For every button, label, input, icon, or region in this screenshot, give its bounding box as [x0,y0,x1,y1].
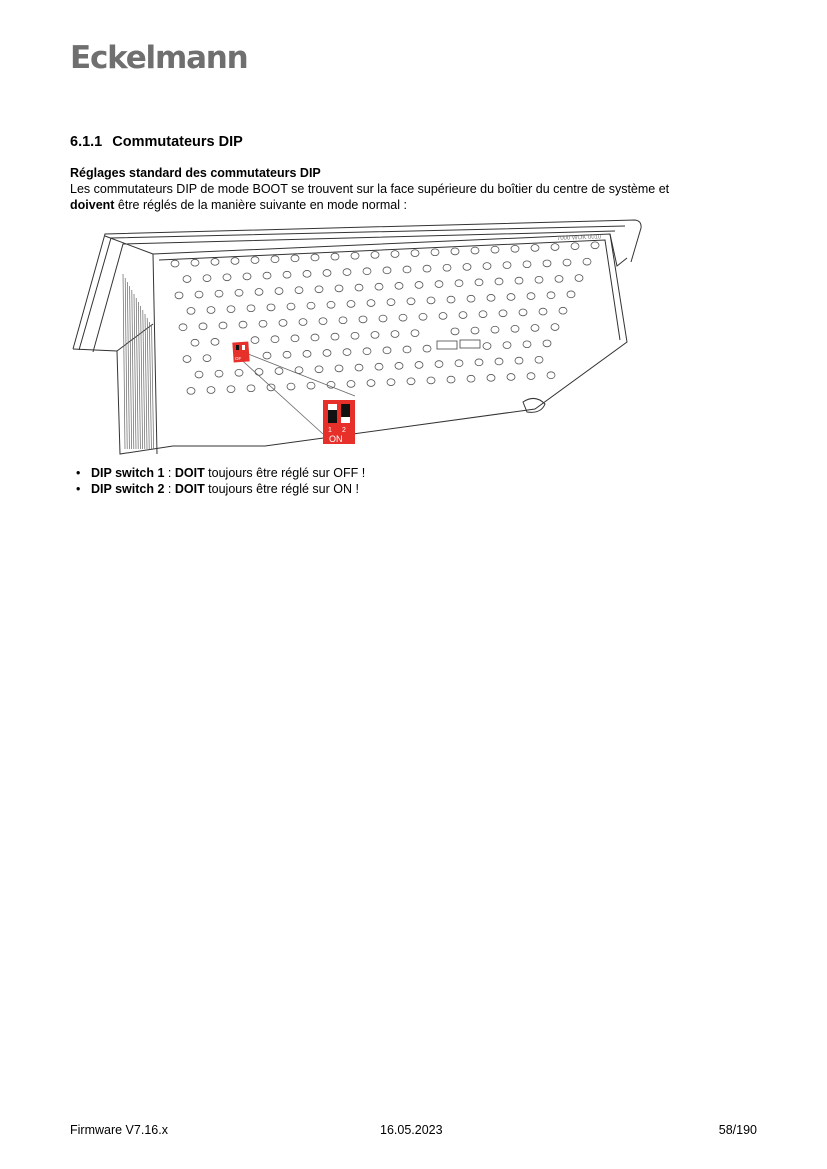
vent-hole [211,258,219,265]
vent-hole [283,351,291,358]
vent-hole [487,374,495,381]
vent-hole [407,378,415,385]
vent-hole [527,293,535,300]
vent-hole [215,290,223,297]
vent-hole [423,265,431,272]
bullet-mark: • [76,466,81,480]
vent-hole [403,346,411,353]
vent-hole [583,258,591,265]
vent-hole [327,381,335,388]
vent-hole [303,350,311,357]
intro-line-2: être réglés de la manière suivante en mode normal : [114,198,407,212]
vent-hole [407,298,415,305]
vent-hole [315,366,323,373]
section-heading [70,134,243,150]
vent-hole [367,300,375,307]
vent-hole [235,369,243,376]
vent-hole [355,284,363,291]
vent-hole [507,374,515,381]
footer-page-number: 58/190 [718,1123,757,1137]
panel-rib [141,306,143,449]
vent-hole [371,331,379,338]
bullet-label: DIP switch 1 [91,466,165,480]
vent-hole [427,377,435,384]
vent-hole [267,304,275,311]
footer-date: 16.05.2023 [380,1123,443,1137]
callout-line-right [243,352,355,396]
vent-hole [483,343,491,350]
vent-hole [531,245,539,252]
vent-hole [187,387,195,394]
panel-rib [136,298,138,449]
vent-hole [223,274,231,281]
vent-hole [231,258,239,265]
vent-hole [171,260,179,267]
vent-hole [447,376,455,383]
panel-rib [138,302,140,449]
dip-switch-settings-list [72,465,365,497]
vent-hole [191,259,199,266]
vent-hole [279,319,287,326]
vent-hole [511,325,519,332]
intro-paragraph [70,181,760,213]
vent-hole [591,242,599,249]
vent-hole [295,287,303,294]
section-title: Commutateurs DIP [112,134,243,150]
vent-hole [467,295,475,302]
vent-hole [551,324,559,331]
vent-hole [331,333,339,340]
vent-hole [567,291,575,298]
vent-hole [179,324,187,331]
panel-rib [132,290,134,449]
vent-hole [195,291,203,298]
intro-line-1: Les commutateurs DIP de mode BOOT se trouvent sur la face supérieure du boîtier du centre de système et [70,182,670,196]
vent-hole [347,301,355,308]
bullet-separator: : [164,466,175,480]
vent-hole [227,306,235,313]
vent-hole [439,313,447,320]
vent-hole [471,247,479,254]
panel-rib [134,294,136,449]
vent-hole [571,243,579,250]
vent-hole [339,317,347,324]
vent-hole [531,325,539,332]
vent-hole [575,275,583,282]
bullet-text: toujours être réglé sur ON ! [204,482,359,496]
vent-hole [263,272,271,279]
vent-hole [263,352,271,359]
bullet-verb: DOIT [174,466,205,480]
vent-hole [299,319,307,326]
vent-hole [379,315,387,322]
vent-hole [443,264,451,271]
panel-rib [147,318,149,449]
vent-hole [399,314,407,321]
vent-hole [287,383,295,390]
vent-hole [183,356,191,363]
vent-hole [483,263,491,270]
vent-hole [387,299,395,306]
vent-hole [307,302,315,309]
vent-hole [519,309,527,316]
vent-hole [207,307,215,314]
vent-hole [327,301,335,308]
company-logo: Eckelmann [70,40,248,76]
vent-hole [199,323,207,330]
vent-hole [363,348,371,355]
vent-hole [343,349,351,356]
vent-hole [271,336,279,343]
vent-hole [255,369,263,376]
svg-text:7000 WOK 0010: 7000 WOK 0010 [556,234,602,242]
dip-switch-enlarged [323,400,355,444]
panel-rib [152,326,154,449]
vent-hole [451,328,459,335]
vent-hole [235,289,243,296]
vent-hole [207,387,215,394]
vent-hole [375,363,383,370]
vent-hole [503,262,511,269]
panel-rib [130,286,132,449]
vent-hole [303,270,311,277]
ventilation-holes [171,242,599,394]
vent-hole [383,347,391,354]
left-panel-ribs [123,274,154,449]
vent-hole [319,318,327,325]
vent-hole [427,297,435,304]
vent-hole [415,362,423,369]
vent-hole [311,334,319,341]
vent-hole [475,359,483,366]
vent-hole [543,260,551,267]
panel-rib [125,278,127,449]
vent-hole [239,321,247,328]
vent-hole [203,355,211,362]
vent-hole [463,263,471,270]
vent-hole [283,271,291,278]
bullet-text: toujours être réglé sur OFF ! [204,466,366,480]
vent-hole [467,375,475,382]
bullet-label: DIP switch 2 [91,482,165,496]
vent-hole [247,385,255,392]
vent-hole [387,379,395,386]
vent-hole [459,312,467,319]
vent-hole [547,372,555,379]
vent-hole [451,248,459,255]
vent-hole [351,252,359,259]
vent-hole [191,339,199,346]
svg-text:OF: OF [235,356,242,361]
footer-firmware: Firmware V7.16.x [70,1123,168,1137]
vent-hole [335,285,343,292]
vent-hole [523,341,531,348]
vent-hole [247,305,255,312]
dip-on-label: ON [329,434,343,444]
vent-hole [259,320,267,327]
vent-hole [195,371,203,378]
vent-hole [507,294,515,301]
vent-hole [491,246,499,253]
vent-hole [535,276,543,283]
system-center-housing-illustration [65,214,655,459]
vent-hole [275,288,283,295]
vent-hole [551,244,559,251]
vent-hole [403,266,411,273]
vent-hole [211,338,219,345]
vent-hole [271,256,279,263]
vent-hole [547,292,555,299]
vent-hole [523,261,531,268]
vent-hole [371,251,379,258]
vent-hole [315,286,323,293]
vent-hole [355,364,363,371]
vent-hole [395,362,403,369]
vent-hole [503,342,511,349]
vent-hole [367,380,375,387]
vent-hole [323,270,331,277]
vent-hole [495,358,503,365]
dip-switch-1-knob [328,404,337,410]
vent-hole [335,365,343,372]
vent-hole [475,279,483,286]
vent-hole [175,292,183,299]
list-item [72,465,365,481]
list-item [72,481,365,497]
panel-rib [123,274,125,449]
vent-hole [251,257,259,264]
vent-hole [359,316,367,323]
vent-hole [243,273,251,280]
section-number: 6.1.1 [70,134,103,150]
vent-hole [227,386,235,393]
vent-hole [479,311,487,318]
vent-hole [391,251,399,258]
vent-hole [515,277,523,284]
vent-hole [219,322,227,329]
vent-hole [499,310,507,317]
vent-hole [455,280,463,287]
intro-emphasis: doivent [70,198,115,212]
vent-hole [203,275,211,282]
vent-hole [391,331,399,338]
vent-hole [275,368,283,375]
vent-hole [411,250,419,257]
vent-hole [435,281,443,288]
vent-hole [415,282,423,289]
small-dip-switch [232,341,249,362]
vent-hole [395,282,403,289]
vent-hole [411,330,419,337]
vent-hole [511,245,519,252]
vent-hole [183,276,191,283]
vent-hole [527,373,535,380]
vent-hole [347,381,355,388]
bullet-verb: DOIT [174,482,205,496]
connector-outline [437,341,457,349]
vent-hole [419,313,427,320]
vent-hole [331,253,339,260]
vent-hole [431,249,439,256]
vent-hole [543,340,551,347]
vent-hole [307,382,315,389]
vent-hole [311,254,319,261]
vent-hole [255,289,263,296]
vent-hole [515,357,523,364]
vent-hole [487,294,495,301]
vent-hole [351,332,359,339]
vent-hole [343,269,351,276]
bullet-mark: • [76,482,81,496]
vent-hole [251,337,259,344]
dip-label-1: 1 [328,427,332,434]
panel-rib [145,314,147,449]
panel-rib [127,282,129,449]
vent-hole [471,327,479,334]
vent-hole [455,360,463,367]
dip-switch-2-knob [341,417,350,423]
vent-hole [383,267,391,274]
vent-hole [363,268,371,275]
vent-hole [215,370,223,377]
vent-hole [447,296,455,303]
vent-hole [539,308,547,315]
vent-hole [495,278,503,285]
connector-outline-2 [460,340,480,348]
vent-hole [435,361,443,368]
vent-hole [423,345,431,352]
vent-hole [559,307,567,314]
vent-hole [291,255,299,262]
section-subtitle: Réglages standard des commutateurs DIP [70,166,321,180]
vent-hole [323,350,331,357]
vent-hole [287,303,295,310]
vent-hole [535,356,543,363]
housing-outline [73,220,641,454]
vent-hole [375,283,383,290]
vent-hole [563,259,571,266]
bullet-separator: : [164,482,175,496]
vent-hole [291,335,299,342]
vent-hole [187,307,195,314]
vent-hole [555,275,563,282]
panel-rib [149,322,151,449]
vent-hole [491,326,499,333]
dip-label-2: 2 [342,427,346,434]
